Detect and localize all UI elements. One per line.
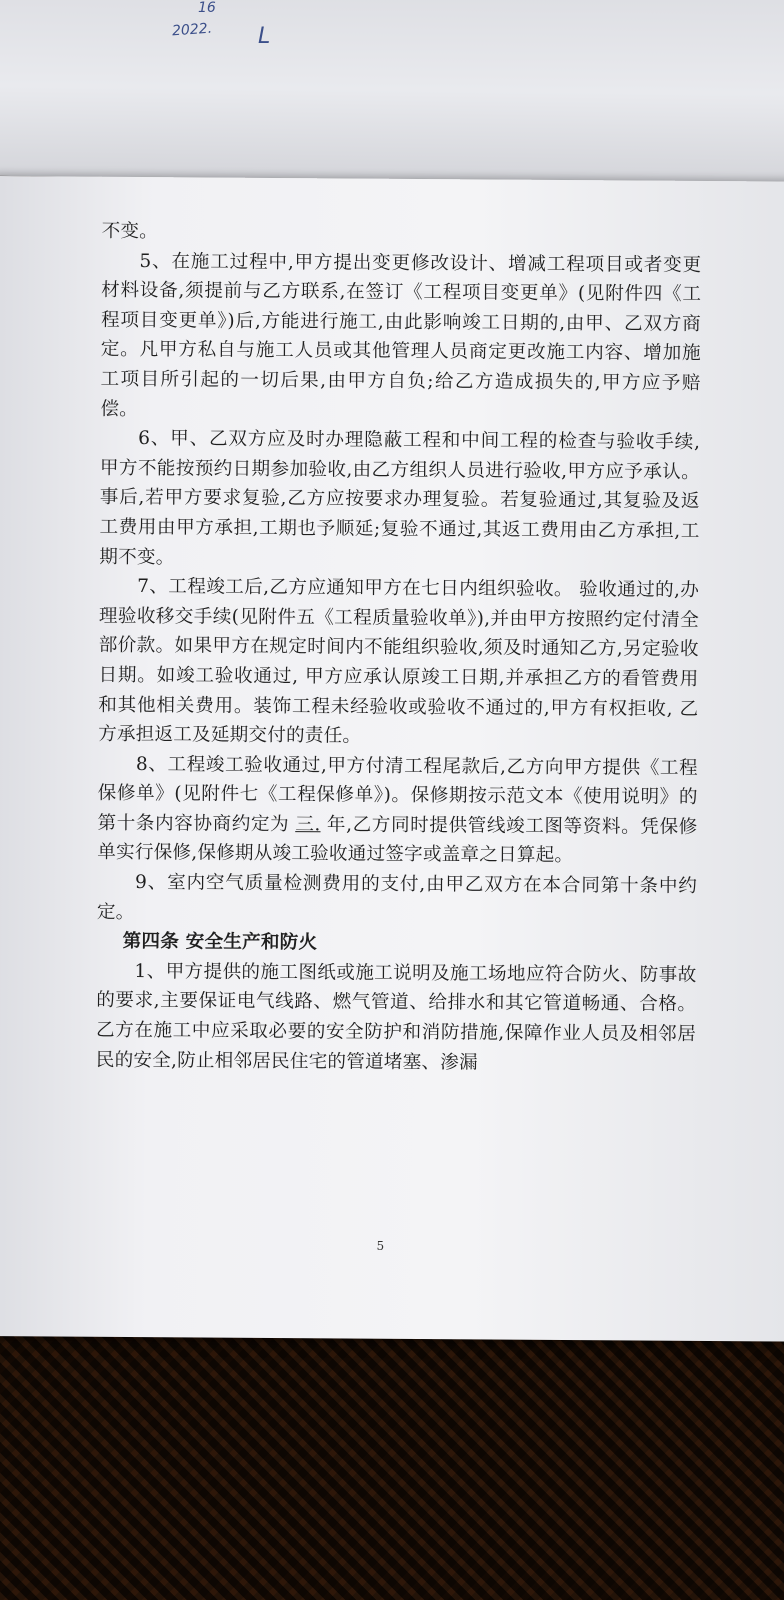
clause-5: 5、在施工过程中,甲方提出变更修改设计、增减工程项目或者变更材料设备,须提前与乙方联系,在签订《工程项目变更单》(见附件四《工程项目变更单》)后,方能进行施工,由此影响竣工日期的,由甲、乙双方商定。凡甲方私自与施工人员或其他管理人员商定更改施工内容、增加施工项目所引起的一切后果,由甲方自负;给乙方造成损失的,甲方应予赔偿。 [100,250,702,420]
page-body [96,217,702,1079]
page-number: 5 [376,1238,385,1253]
clause-8-part-b: 年,乙方同时提供管线竣工图等资料。凭保修单实行保修,保修期从竣工验收通过签字或盖章之日算起。 [97,814,698,867]
handwritten-mark-left: 2022. [171,20,213,40]
clause-9: 9、室内空气质量检测费用的支付,由甲乙双方在本合同第十条中约定。 [96,872,698,923]
section-heading-article-4: 第四条 安全生产和防火 [122,931,318,954]
clause-8-part-a: 8、工程竣工验收通过,甲方付清工程尾款后,乙方向甲方提供《工程保修单》(见附件七《工程保修单》)。保修期按示范文本《使用说明》的第十条内容协商约定为 [97,753,698,835]
previous-page-sheet [0,0,784,184]
article-4-clause-1: 1、甲方提供的施工图纸或施工说明及施工场地应符合防火、防事故的要求,主要保证电气线路、燃气管道、给排水和其它管道畅通、合格。乙方在施工中应采取必要的安全防护和消防措施,保障作业人员及相邻居民的安全,防止相邻居民住宅的管道堵塞、渗漏 [95,960,697,1074]
clause-7: 7、工程竣工后,乙方应通知甲方在七日内组织验收。 验收通过的,办理验收移交手续(见附件五《工程质量验收单》),并由甲方按照约定付清全部价款。如果甲方在规定时间内不能组织验收,须及时通知乙方,另定验收日期。如竣工验收通过, 甲方应承认原竣工日期,并承担乙方的看管费用和其他相关费用。装饰工程未经验收或验收不通过的,甲方有权拒收, 乙方承担返工及延期交付的责任。 [98,576,700,747]
paragraph-continuation: 不变。 [101,220,159,243]
handwritten-mark-top: 16 [198,0,216,16]
clause-6: 6、甲、乙双方应及时办理隐蔽工程和中间工程的检查与验收手续,甲方不能按预约日期参加验收,由乙方组织人员进行验收,甲方应予承认。事后,若甲方要求复验,乙方应按要求办理复验。若复验通过,其复验及返工费用由甲方承担,工期也予顺延;复验不通过,其返工费用由乙方承担,工期不变。 [99,428,701,568]
handwritten-mark-right: L [258,24,271,49]
woven-mat-background [0,1330,784,1600]
contract-page [0,176,784,1342]
warranty-years-fill: 三. [295,813,321,836]
clause-8 [97,749,698,872]
